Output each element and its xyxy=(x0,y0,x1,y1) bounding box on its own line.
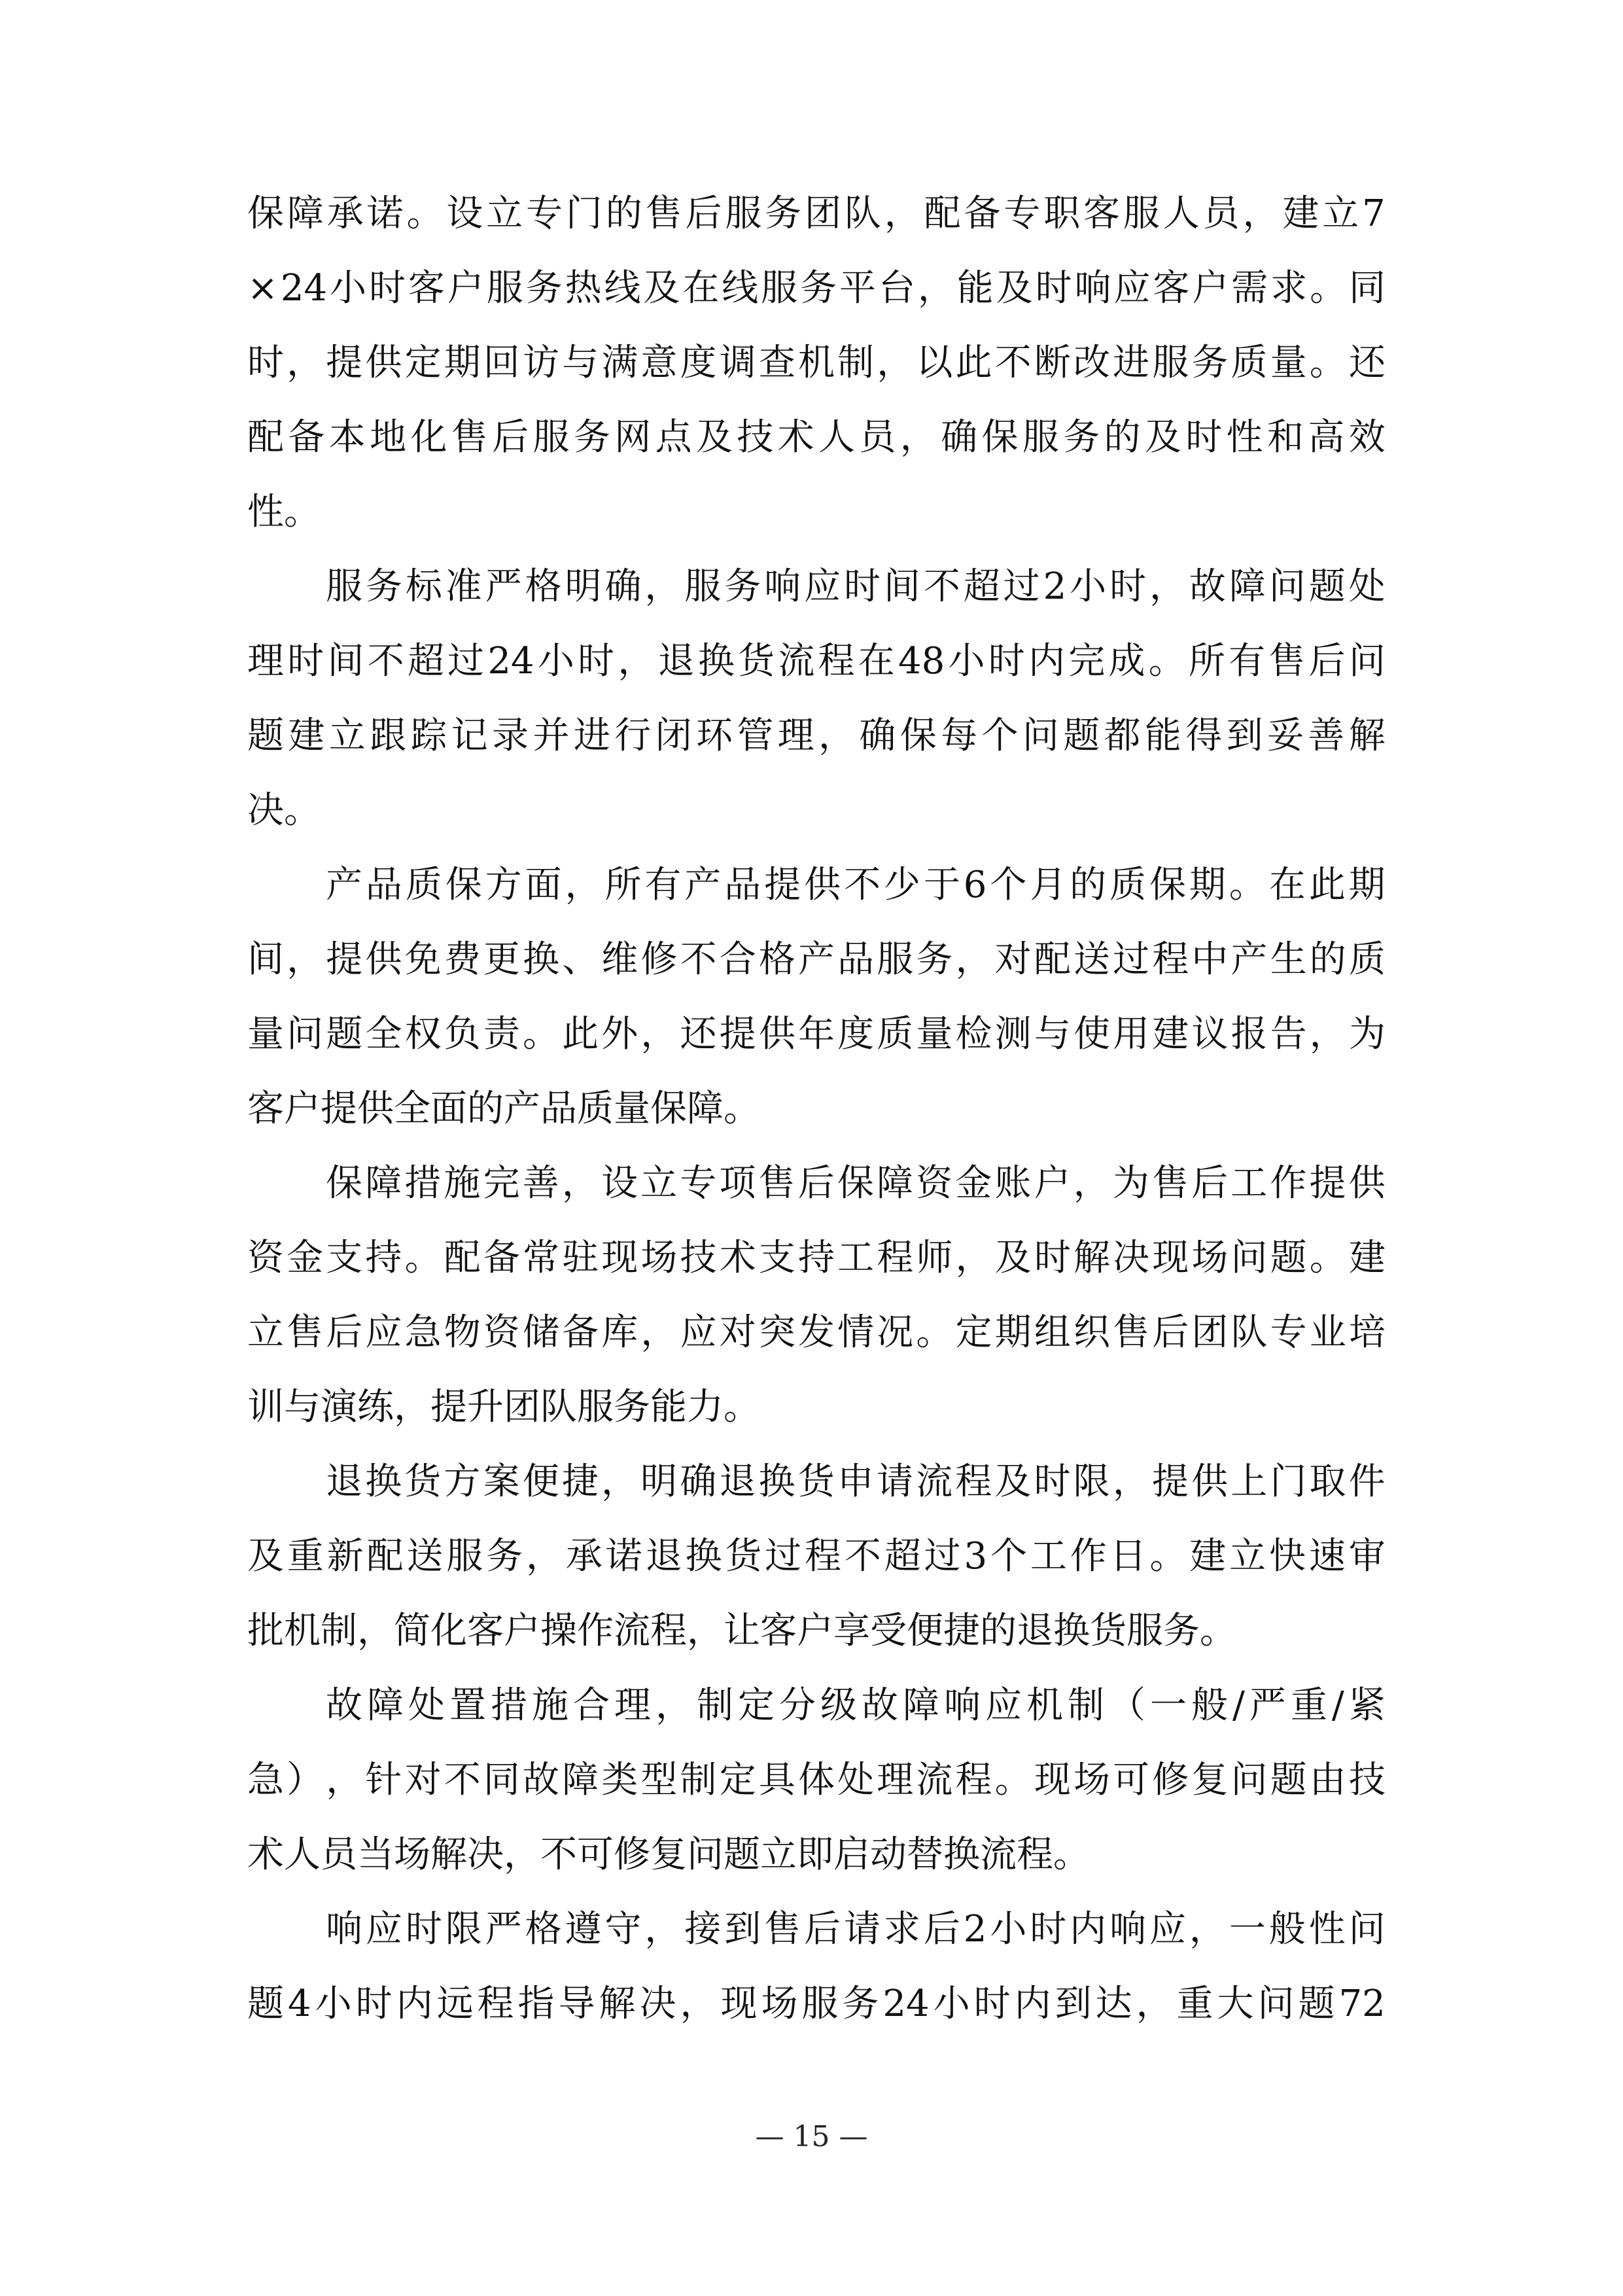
text-line: 决 。 xyxy=(247,789,321,832)
text-line: 量 问 题 全 权 负 责 。 此 外 ， 还 提 供 年 度 质 量 检 测 与 使 用 建 议 报 告 ， 为 xyxy=(247,1013,1386,1055)
text-line: 保 障 承 诺 。 设 立 专 门 的 售 后 服 务 团 队 ， 配 备 专 职 客 服 人 员 ， 建 立 7 xyxy=(247,192,1386,235)
page-number: — 15 — xyxy=(755,2120,868,2153)
text-line: 间 ， 提 供 免 费 更 换 、 维 修 不 合 格 产 品 服 务 ， 对 配 送 过 程 中 产 生 的 质 xyxy=(247,938,1386,981)
text-line: 批 机 制 ， 简 化 客 户 操 作 流 程 ， 让 客 户 享 受 便 捷 的 退 换 货 服 务 。 xyxy=(247,1610,1236,1652)
text-line: 响 应 时 限 严 格 遵 守 ， 接 到 售 后 请 求 后 2 小 时 内 响 应 ， 一 般 性 问 xyxy=(326,1908,1386,1951)
body-text xyxy=(247,177,1386,2041)
text-line: 术 人 员 当 场 解 决 ， 不 可 修 复 问 题 立 即 启 动 替 换 流 程 。 xyxy=(247,1833,1090,1876)
text-line: 配 备 本 地 化 售 后 服 务 网 点 及 技 术 人 员 ， 确 保 服 务 的 及 时 性 和 高 效 xyxy=(247,416,1386,459)
text-line: 题 建 立 跟 踪 记 录 并 进 行 闭 环 管 理 ， 确 保 每 个 问 题 都 能 得 到 妥 善 解 xyxy=(247,715,1386,757)
text-line: 产 品 质 保 方 面 ， 所 有 产 品 提 供 不 少 于 6 个 月 的 质 保 期 。 在 此 期 xyxy=(326,864,1386,906)
text-line: 服 务 标 准 严 格 明 确 ， 服 务 响 应 时 间 不 超 过 2 小 时 ， 故 障 问 题 处 xyxy=(326,565,1386,608)
text-line: 故 障 处 置 措 施 合 理 ， 制 定 分 级 故 障 响 应 机 制 （ 一 般 / 严 重 / 紧 xyxy=(326,1684,1386,1727)
text-line: 资 金 支 持 。 配 备 常 驻 现 场 技 术 支 持 工 程 师 ， 及 时 解 决 现 场 问 题 。 建 xyxy=(247,1237,1386,1279)
text-line: 性 。 xyxy=(247,491,321,533)
text-line: 时 ， 提 供 定 期 回 访 与 满 意 度 调 查 机 制 ， 以 此 不 断 改 进 服 务 质 量 。 还 xyxy=(247,342,1386,384)
text-line: 及 重 新 配 送 服 务 ， 承 诺 退 换 货 过 程 不 超 过 3 个 工 作 日 。 建 立 快 速 审 xyxy=(247,1535,1386,1578)
text-line: 题 4 小 时 内 远 程 指 导 解 决 ， 现 场 服 务 24 小 时 内 到 达 ， 重 大 问 题 72 xyxy=(247,1983,1386,2025)
text-line: 立 售 后 应 急 物 资 储 备 库 ， 应 对 突 发 情 况 。 定 期 组 织 售 后 团 队 专 业 培 xyxy=(247,1311,1386,1354)
text-line: 退 换 货 方 案 便 捷 ， 明 确 退 换 货 申 请 流 程 及 时 限 ， 提 供 上 门 取 件 xyxy=(326,1460,1386,1503)
text-line: 保 障 措 施 完 善 ， 设 立 专 项 售 后 保 障 资 金 账 户 ， 为 售 后 工 作 提 供 xyxy=(326,1162,1386,1205)
text-line: 客 户 提 供 全 面 的 产 品 质 量 保 障 。 xyxy=(247,1087,760,1130)
text-line: 理 时 间 不 超 过 24 小 时 ， 退 换 货 流 程 在 48 小 时 内 完 成 。 所 有 售 后 问 xyxy=(247,640,1386,682)
text-line: × 24 小 时 客 户 服 务 热 线 及 在 线 服 务 平 台 ， 能 及 时 响 应 客 户 需 求 。 同 xyxy=(247,267,1386,309)
text-line: 训 与 演 练 ， 提 升 团 队 服 务 能 力 。 xyxy=(247,1386,760,1428)
text-line: 急 ） ， 针 对 不 同 故 障 类 型 制 定 具 体 处 理 流 程 。 现 场 可 修 复 问 题 由 技 xyxy=(247,1759,1386,1801)
